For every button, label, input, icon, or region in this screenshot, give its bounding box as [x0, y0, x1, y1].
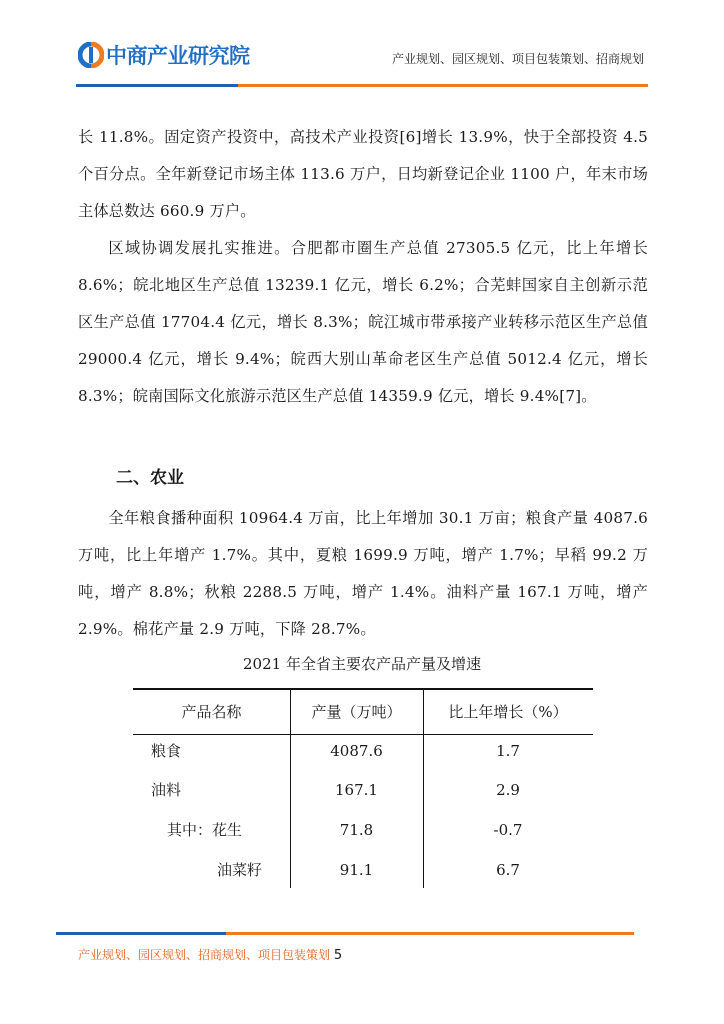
paragraph-agriculture: 全年粮食播种面积 10964.4 万亩，比上年增加 30.1 万亩；粮食产量 4087.6 万吨，比上年增产 1.7%。其中，夏粮 1699.9 万吨，增产 1.7%；早稻 99.2 万吨，增产 8.8%；秋粮 2288.5 万吨，增产 1.4%。油料产量 167.1 万吨，增产 2.9%。棉花产量 2.9 万吨，下降 28.7%。	[78, 509, 648, 638]
header-rule-orange	[238, 84, 648, 87]
row-name: 油料	[151, 781, 182, 799]
footer-rule-blue	[56, 932, 226, 935]
table-header-rule	[133, 734, 593, 735]
row-value: 91.1	[339, 861, 374, 879]
row-growth: 6.7	[496, 861, 520, 879]
row-value: 71.8	[339, 821, 374, 839]
page-footer	[78, 946, 342, 963]
row-name: 粮食	[151, 742, 182, 760]
section-heading-agriculture: 二、农业	[116, 468, 184, 488]
table-header-growth: 比上年增长（%）	[448, 703, 568, 721]
table-header-name: 产品名称	[181, 703, 242, 721]
row-name: 油菜籽	[217, 861, 263, 879]
row-growth: 2.9	[496, 781, 520, 799]
company-logo	[78, 40, 250, 70]
paragraph-regional: 区域协调发展扎实推进。合肥都市圈生产总值 27305.5 亿元，比上年增长 8.6%；皖北地区生产总值 13239.1 亿元，增长 6.2%；合芜蚌国家自主创新示范区生产总值 17704.4 亿元，增长 8.3%；皖江城市带承接产业转移示范区生产总值 29000.4 亿元，增长 9.4%；皖西大别山革命老区生产总值 5012.4 亿元，增长 8.3%；皖南国际文化旅游示范区生产总值 14359.9 亿元，增长 9.4%[7]。	[78, 239, 648, 405]
logo-mark-icon	[78, 42, 104, 68]
row-value: 167.1	[335, 781, 378, 799]
page-number: 5	[333, 948, 343, 963]
header-rule-blue	[76, 84, 238, 87]
row-growth: 1.7	[496, 742, 520, 760]
logo-text: 中商产业研究院	[106, 44, 250, 68]
table-top-rule	[133, 688, 593, 690]
row-growth: -0.7	[493, 821, 523, 839]
paragraph-investment: 长 11.8%。固定资产投资中，高技术产业投资[6]增长 13.9%，快于全部投资 4.5 个百分点。全年新登记市场主体 113.6 万户，日均新登记企业 1100 户，年末市场主体总数达 660.9 万户。	[78, 128, 648, 220]
footer-text: 产业规划、园区规划、招商规划、项目包装策划	[78, 948, 331, 962]
row-value: 4087.6	[330, 742, 383, 760]
row-name: 其中：花生	[167, 821, 243, 839]
page-header	[0, 0, 724, 90]
footer-rule-orange	[226, 932, 634, 935]
table-header-output: 产量（万吨）	[311, 703, 402, 721]
header-slogan: 产业规划、园区规划、项目包装策划、招商规划	[391, 52, 644, 66]
table-title: 2021 年全省主要农产品产量及增速	[243, 655, 481, 673]
